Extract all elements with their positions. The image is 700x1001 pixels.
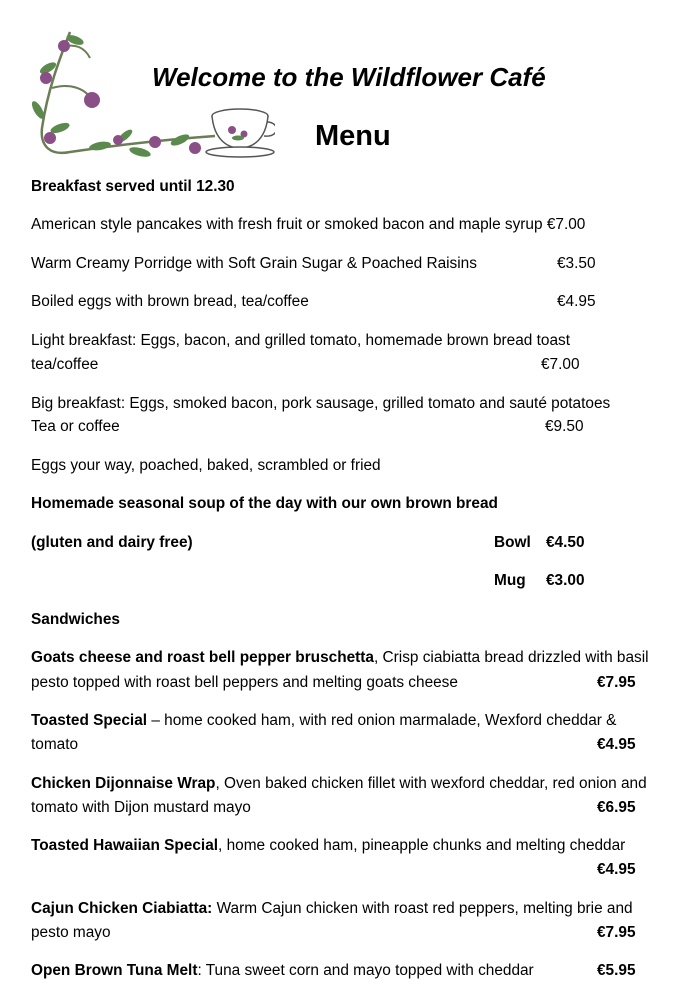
soup-note: (gluten and dairy free) (31, 534, 193, 551)
item-desc-cont: pesto mayo (31, 924, 111, 941)
page-title: Welcome to the Wildflower Café (152, 62, 546, 92)
porridge-item: Warm Creamy Porridge with Soft Grain Sugar & Poached Raisins (31, 255, 477, 272)
item-desc-cont: pesto topped with roast bell peppers and melting goats cheese (31, 674, 458, 691)
light-breakfast-price: €7.00 (541, 356, 580, 373)
pancakes-item: American style pancakes with fresh fruit or smoked bacon and maple syrup €7.00 (31, 216, 586, 233)
item-price: €5.95 (597, 962, 636, 979)
item-name: Chicken Dijonnaise Wrap (31, 775, 216, 792)
item-desc: , home cooked ham, pineapple chunks and melting cheddar (218, 837, 626, 854)
list-item (31, 962, 534, 980)
breakfast-heading: Breakfast served until 12.30 (31, 178, 235, 195)
item-price: €6.95 (597, 799, 636, 816)
item-desc-cont: tomato (31, 736, 79, 753)
item-price: €7.95 (597, 674, 636, 691)
item-price: €4.95 (597, 861, 636, 878)
boiled-eggs-item: Boiled eggs with brown bread, tea/coffee (31, 293, 309, 310)
item-desc: – home cooked ham, with red onion marmalade, Wexford cheddar & (147, 712, 617, 729)
item-name: Goats cheese and roast bell pepper bruschetta (31, 649, 374, 666)
item-desc: , Oven baked chicken fillet with wexford cheddar, red onion and (215, 775, 647, 792)
item-desc-cont: tomato with Dijon mustard mayo (31, 799, 251, 816)
soup-heading: Homemade seasonal soup of the day with our own brown bread (31, 495, 498, 512)
bowl-price: €4.50 (546, 534, 585, 551)
mug-price: €3.00 (546, 572, 585, 589)
big-breakfast-line1: Big breakfast: Eggs, smoked bacon, pork sausage, grilled tomato and sauté potatoes (31, 395, 611, 412)
list-item (31, 837, 625, 855)
item-desc: Warm Cajun chicken with roast red peppers, melting brie and (212, 900, 633, 917)
porridge-price: €3.50 (557, 255, 596, 272)
boiled-eggs-price: €4.95 (557, 293, 596, 310)
item-name: Toasted Special (31, 712, 148, 729)
item-price: €7.95 (597, 924, 636, 941)
list-item (31, 775, 647, 793)
item-desc: : Tuna sweet corn and mayo topped with cheddar (197, 962, 534, 979)
item-desc: , Crisp ciabiatta bread drizzled with basil (373, 649, 649, 666)
item-name: Cajun Chicken Ciabiatta: (31, 900, 213, 917)
sandwiches-heading: Sandwiches (31, 611, 120, 628)
item-name: Open Brown Tuna Melt (31, 962, 198, 979)
light-breakfast-line1: Light breakfast: Eggs, bacon, and grilled tomato, homemade brown bread toast (31, 332, 570, 349)
light-breakfast-line2: tea/coffee (31, 356, 99, 373)
mug-label: Mug (494, 572, 526, 589)
eggs-your-way-item: Eggs your way, poached, baked, scrambled or fried (31, 457, 381, 474)
item-price: €4.95 (597, 736, 636, 753)
menu-heading: Menu (315, 120, 391, 152)
list-item (31, 649, 649, 667)
item-name: Toasted Hawaiian Special (31, 837, 219, 854)
list-item (31, 900, 633, 918)
wildflower-teacup-icon (30, 28, 275, 170)
big-breakfast-line2: Tea or coffee (31, 418, 120, 435)
bowl-label: Bowl (494, 534, 531, 551)
big-breakfast-price: €9.50 (545, 418, 584, 435)
list-item (31, 712, 616, 730)
